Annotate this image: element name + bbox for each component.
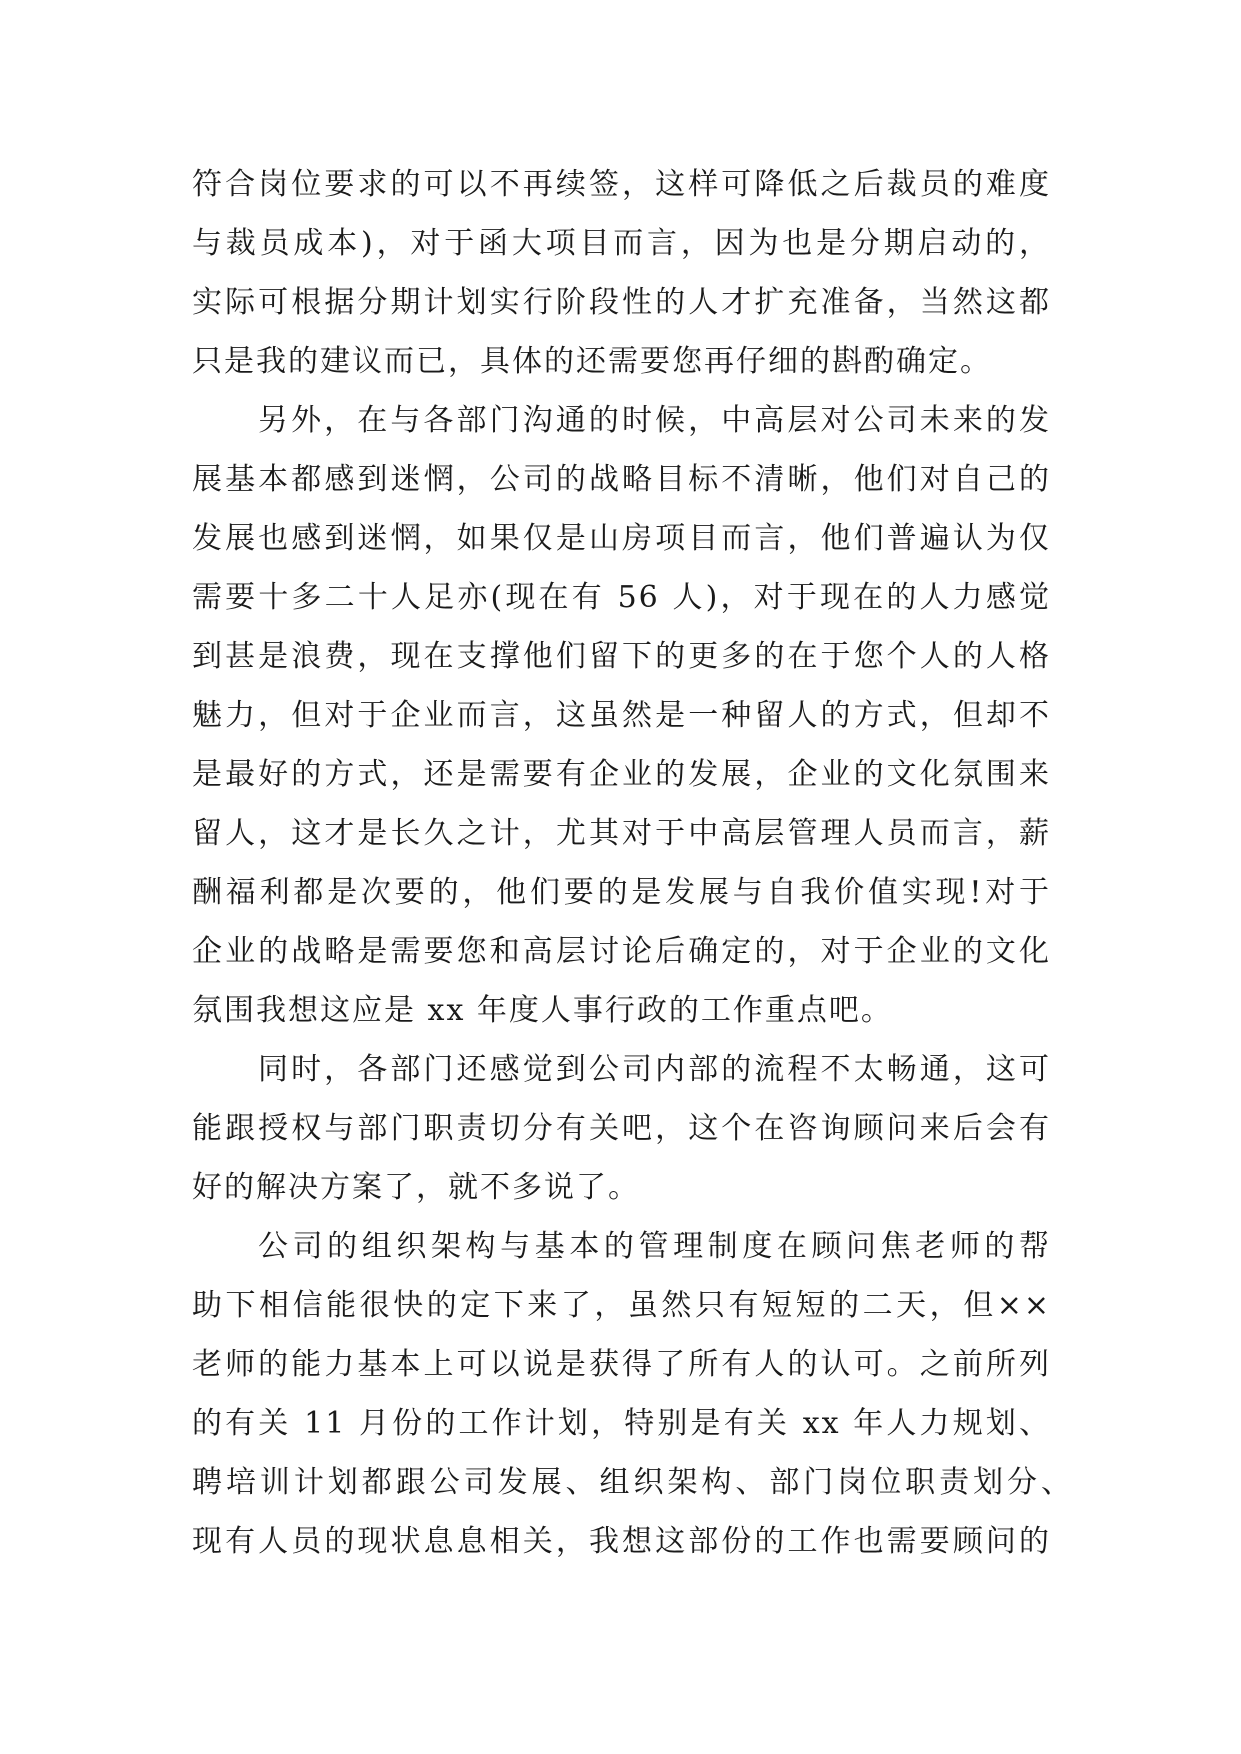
text-line: 的有关 11 月份的工作计划，特别是有关 xx 年人力规划、 [192,1406,1051,1441]
text-line: 需要十多二十人足亦(现在有 56 人)，对于现在的人力感觉 [192,580,1051,615]
paragraph [192,155,1051,391]
text-line: 企业的战略是需要您和高层讨论后确定的，对于企业的文化 [192,934,1051,969]
text-line: 酬福利都是次要的，他们要的是发展与自我价值实现!对于 [192,875,1051,910]
paragraph [192,1217,1073,1571]
text-line: 聘培训计划都跟公司发展、组织架构、部门岗位职责划分、 [192,1465,1073,1500]
text-line: 另外，在与各部门沟通的时候，中高层对公司未来的发 [258,403,1051,438]
text-line: 助下相信能很快的定下来了，虽然只有短短的二天，但×× [192,1288,1051,1323]
text-line: 老师的能力基本上可以说是获得了所有人的认可。之前所列 [192,1347,1051,1382]
text-line: 到甚是浪费，现在支撑他们留下的更多的在于您个人的人格 [192,639,1051,674]
text-line: 氛围我想这应是 xx 年度人事行政的工作重点吧。 [192,993,893,1028]
text-line: 现有人员的现状息息相关，我想这部份的工作也需要顾问的 [192,1524,1051,1559]
text-line: 好的解决方案了，就不多说了。 [192,1170,640,1205]
text-line: 同时，各部门还感觉到公司内部的流程不太畅通，这可 [258,1052,1051,1087]
text-line: 实际可根据分期计划实行阶段性的人才扩充准备，当然这都 [192,285,1051,320]
body-text [192,155,1073,1571]
text-line: 能跟授权与部门职责切分有关吧，这个在咨询顾问来后会有 [192,1111,1051,1146]
text-line: 是最好的方式，还是需要有企业的发展，企业的文化氛围来 [192,757,1051,792]
text-line: 只是我的建议而已，具体的还需要您再仔细的斟酌确定。 [192,344,992,379]
text-line: 发展也感到迷惘，如果仅是山房项目而言，他们普遍认为仅 [192,521,1051,556]
text-line: 符合岗位要求的可以不再续签，这样可降低之后裁员的难度 [192,167,1051,202]
text-line: 魅力，但对于企业而言，这虽然是一种留人的方式，但却不 [192,698,1051,733]
text-line: 留人，这才是长久之计，尤其对于中高层管理人员而言，薪 [192,816,1051,851]
text-line: 展基本都感到迷惘，公司的战略目标不清晰，他们对自己的 [192,462,1051,497]
paragraph [192,391,1051,1040]
paragraph [192,1040,1051,1217]
text-line: 与裁员成本)，对于函大项目而言，因为也是分期启动的， [192,226,1051,261]
text-line: 公司的组织架构与基本的管理制度在顾问焦老师的帮 [258,1229,1051,1264]
